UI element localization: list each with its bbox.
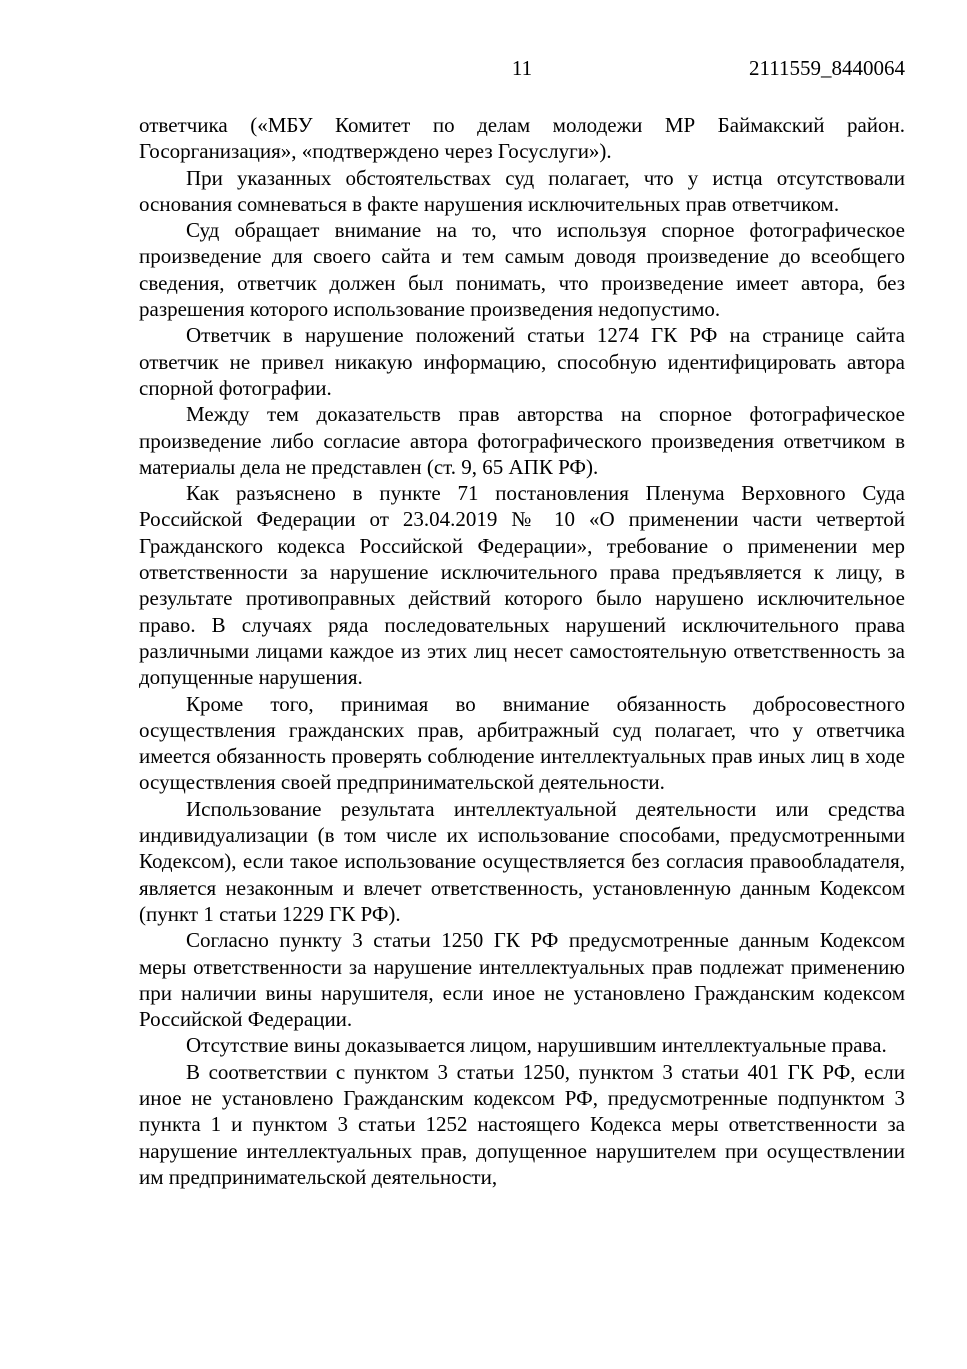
body-paragraph: Использование результата интеллектуальной деятельности или средства индивидуализации (в том числе их использование способами, предусмотренными Кодексом), если такое использование осуществляется без согласия правообладателя, является незаконным и влечет ответственность, установленную данным Кодексом (пункт 1 статьи 1229 ГК РФ). [139, 796, 905, 926]
body-paragraph: Суд обращает внимание на то, что используя спорное фотографическое произведение для своего сайта и тем самым доводя произведение до всеобщего сведения, ответчик должен был понимать, что произведение имеет автора, без разрешения которого использование произведения недопустимо. [139, 218, 905, 322]
body-paragraph: Согласно пункту 3 статьи 1250 ГК РФ предусмотренные данным Кодексом меры ответственности за нарушение интеллектуальных прав подлежат применению при наличии вины нарушителя, если иное не установлено Гражданским кодексом Российской Федерации. [139, 928, 905, 1032]
document-body [139, 112, 905, 1190]
body-paragraph: Ответчик в нарушение положений статьи 1274 ГК РФ на странице сайта ответчик не привел никакую информацию, способную идентифицировать автора спорной фотографии. [139, 323, 905, 400]
body-paragraph: При указанных обстоятельствах суд полагает, что у истца отсутствовали основания сомневаться в факте нарушения исключительных прав ответчиком. [139, 165, 905, 216]
body-paragraph: Между тем доказательств прав авторства на спорное фотографическое произведение либо согласие автора фотографического произведения ответчиком в материалы дела не представлен (ст. 9, 65 АПК РФ). [139, 402, 905, 479]
document-id: 2111559_8440064 [749, 56, 905, 80]
body-paragraph: Как разъяснено в пункте 71 постановления Пленума Верховного Суда Российской Федерации от 23.04.2019 № 10 «О применении части четвертой Гражданского кодекса Российской Федерации», требование о применении мер ответственности за нарушение исключительного права предъявляется к лицу, в результате противоправных действий которого было нарушено исключительное право. В случаях ряда последовательных нарушений исключительного права различными лицами каждое из этих лиц несет самостоятельную ответственность за допущенные нарушения. [139, 481, 905, 690]
body-paragraph: В соответствии с пунктом 3 статьи 1250, пунктом 3 статьи 401 ГК РФ, если иное не установлено Гражданским кодексом РФ, предусмотренные подпунктом 3 пункта 1 и пунктом 3 статьи 1252 настоящего Кодекса меры ответственности за нарушение интеллектуальных прав, допущенное нарушителем при осуществлении им предпринимательской деятельности, [139, 1059, 905, 1189]
body-paragraph: Отсутствие вины доказывается лицом, нарушившим интеллектуальные права. [186, 1033, 887, 1058]
page-header [139, 55, 905, 82]
body-paragraph: Кроме того, принимая во внимание обязанность добросовестного осуществления гражданских прав, арбитражный суд полагает, что у ответчика имеется обязанность проверять соблюдение интеллектуальных прав иных лиц в ходе осуществления своей предпринимательской деятельности. [139, 691, 905, 795]
body-paragraph: ответчика («МБУ Комитет по делам молодежи МР Баймакский район. Госорганизация», «подтверждено через Госуслуги»). [139, 113, 905, 164]
page-number: 11 [511, 56, 533, 80]
